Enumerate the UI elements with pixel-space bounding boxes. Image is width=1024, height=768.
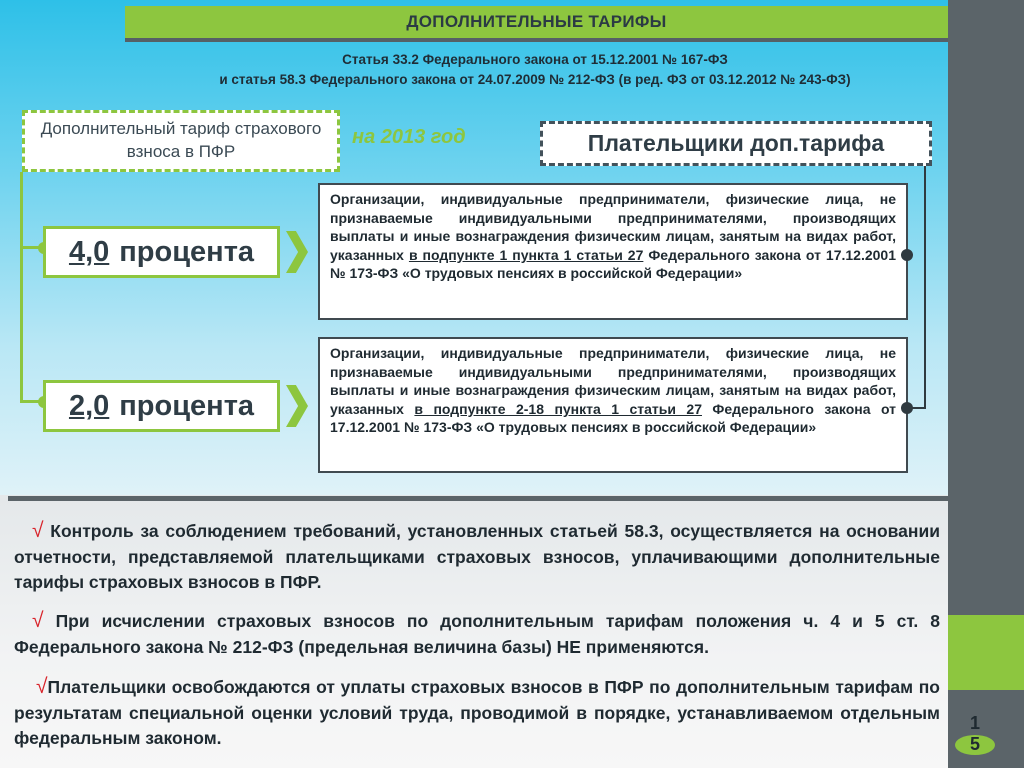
year-label: на 2013 год: [352, 126, 466, 148]
checkmark-icon: √: [32, 609, 44, 632]
payers-bracket: [908, 166, 926, 409]
rate-box-2: [43, 380, 280, 432]
description-text: Организации, индивидуальные предприниматели, физические лица, не признаваемые индивидуальными предпринимателями, производящих выплаты и иные вознаграждения физическим лицам, занятым на видах работ, указанных: [330, 191, 896, 263]
slide-title: ДОПОЛНИТЕЛЬНЫЕ ТАРИФЫ: [125, 6, 948, 38]
payers-description-2: [318, 337, 908, 473]
description-reference: в подпункте 1 пункта 1 статьи 27: [408, 246, 644, 263]
bracket-dot-2: [901, 402, 913, 414]
description-text-end: Федерального закона от 17.12.2001 № 173-ФЗ «О трудовых пенсиях в российской Федерации»: [330, 246, 896, 282]
payers-description-1: [318, 183, 908, 320]
payers-title-box: Плательщики доп.тарифа: [540, 121, 932, 166]
description-text-end: Федерального закона от 17.12.2001 № 173-ФЗ «О трудовых пенсиях в российской Федерации»: [330, 400, 897, 436]
page-number: 15: [969, 713, 980, 754]
rate-box-4: [43, 226, 280, 278]
note-text: При исчислении страховых взносов по дополнительным тарифам положения ч. 4 и 5 ст. 8 Федерального закона № 212-ФЗ (предельная величина базы) НЕ применяются.: [14, 611, 940, 658]
note-1: [14, 516, 940, 594]
rate-unit: процента: [119, 235, 255, 268]
description-reference: в подпункте 2-18 пункта 1 статьи 27: [414, 400, 702, 417]
rate-value: 4,0: [68, 235, 110, 268]
note-text: Контроль за соблюдением требований, установленных статьей 58.3, осуществляется на основании отчетности, представляемой плательщиками страховых взносов, уплачивающими дополнительные тарифы страховых взносов в ПФР.: [14, 521, 940, 592]
note-2: [14, 606, 940, 660]
checkmark-icon: √: [36, 675, 48, 698]
rate-value: 2,0: [68, 389, 110, 422]
description-text: Организации, индивидуальные предприниматели, физические лица, не признаваемые индивидуальными предпринимателями, производящих выплаты и иные вознаграждения физическим лицам, занятым на видах работ, указанных: [330, 345, 896, 417]
checkmark-icon: √: [32, 519, 44, 542]
right-side-accent: [948, 615, 1024, 690]
section-divider: [8, 496, 948, 501]
law-reference-2: и статья 58.3 Федерального закона от 24.07.2009 № 212-ФЗ (в ред. ФЗ от 03.12.2012 № 243-ФЗ): [219, 72, 851, 87]
additional-tariff-box: Дополнительный тариф страхового взноса в ПФР: [22, 110, 340, 172]
rate-unit: процента: [119, 389, 255, 422]
bracket-dot-1: [901, 249, 913, 261]
note-text: Плательщики освобождаются от уплаты страховых взносов в ПФР по дополнительным тарифам по результатам специальной оценки условий труда, проводимой в порядке, устанавливаемом отдельным федеральным законом.: [14, 677, 940, 748]
law-reference-1: Статья 33.2 Федерального закона от 15.12.2001 № 167-ФЗ: [342, 52, 728, 67]
connector-line: [20, 172, 23, 402]
note-3: [14, 672, 940, 750]
